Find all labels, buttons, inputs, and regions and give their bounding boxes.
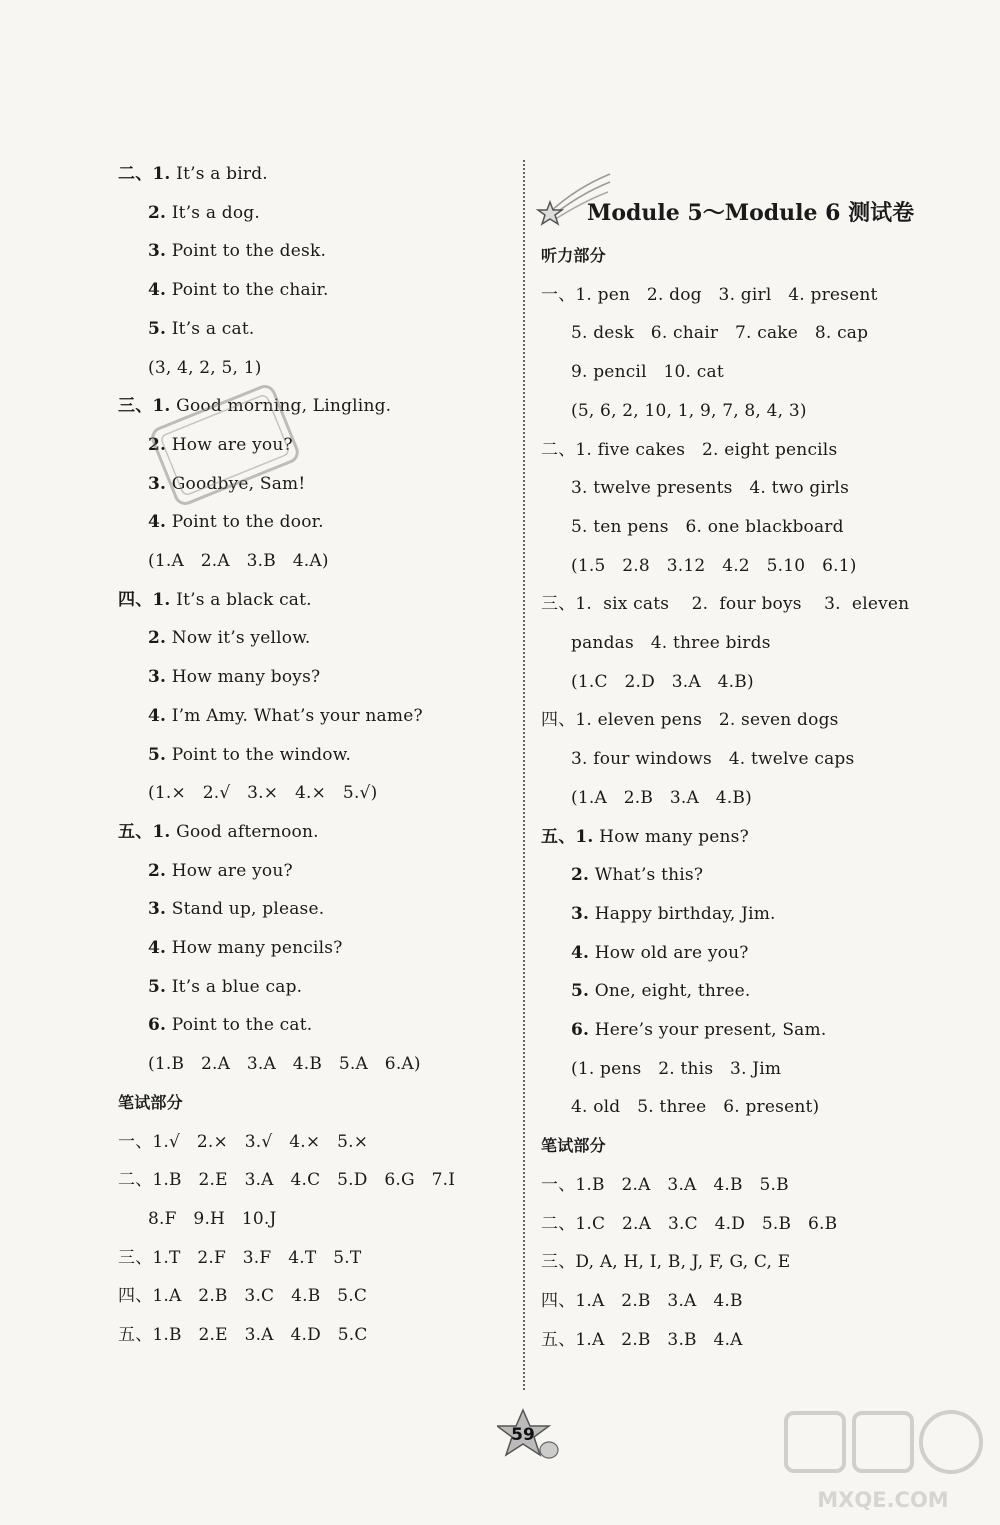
- answer-line: [541, 818, 749, 857]
- answer-key-line: [571, 469, 849, 508]
- answer-key-line: [541, 1166, 789, 1205]
- answer-line: [148, 310, 254, 349]
- answer-line: [148, 1006, 312, 1045]
- answer-text: How many boys?: [166, 667, 321, 688]
- answer-text: Point to the chair.: [166, 280, 329, 301]
- answer-number: 3.: [148, 241, 167, 262]
- answer-key-text: 三、D, A, H, I, B, J, F, G, C, E: [541, 1252, 791, 1273]
- answer-key-line: [541, 1321, 743, 1360]
- answer-text: Point to the desk.: [166, 241, 327, 262]
- answer-text: It’s a bird.: [170, 164, 268, 184]
- answer-line: [571, 934, 749, 973]
- answer-key-line: [118, 1161, 455, 1200]
- answer-key-text: 四、1.A 2.B 3.A 4.B: [541, 1290, 743, 1311]
- answer-key-line: [541, 276, 878, 315]
- answer-text: I’m Amy. What’s your name?: [166, 705, 423, 726]
- answer-key-line: [148, 542, 329, 581]
- answer-key-text: 9. pencil 10. cat: [571, 362, 724, 383]
- answer-text: Point to the door.: [166, 512, 324, 533]
- answer-key-line: [148, 1200, 277, 1239]
- answer-key-line: [571, 1088, 819, 1127]
- column-divider: [523, 160, 525, 1390]
- answer-key-text: 3. twelve presents 4. two girls: [571, 478, 849, 499]
- answer-text: How are you?: [166, 434, 293, 455]
- answer-key-text: 5. desk 6. chair 7. cake 8. cap: [571, 323, 869, 344]
- answer-key-text: (1.5 2.8 3.12 4.2 5.10 6.1): [571, 555, 857, 576]
- answer-text: How many pencils?: [166, 938, 343, 958]
- section-heading-text: 笔试部分: [118, 1092, 183, 1112]
- answer-line: [148, 852, 293, 891]
- answer-line: [571, 1011, 826, 1050]
- answer-key-line: [571, 740, 854, 779]
- answer-key-line: [541, 431, 837, 470]
- answer-key-line: [541, 1282, 743, 1321]
- answer-text: Happy birthday, Jim.: [589, 903, 776, 924]
- watermark-logo: [778, 1407, 988, 1517]
- answer-key-text: 四、1. eleven pens 2. seven dogs: [541, 710, 839, 731]
- answer-key-text: (3, 4, 2, 5, 1): [148, 357, 262, 378]
- answer-number: 五、1.: [541, 826, 594, 847]
- answer-number: 五、1.: [118, 821, 171, 842]
- answer-number: 5.: [571, 981, 590, 1002]
- answer-key-text: (1.C 2.D 3.A 4.B): [571, 671, 754, 692]
- answer-text: How old are you?: [589, 942, 749, 963]
- answer-text: Good morning, Lingling.: [170, 396, 392, 417]
- answer-number: 2.: [148, 202, 167, 223]
- answer-key-text: 一、1.B 2.A 3.A 4.B 5.B: [541, 1174, 789, 1195]
- answer-key-text: (1.A 2.B 3.A 4.B): [571, 787, 752, 808]
- answer-key-line: [571, 547, 857, 586]
- answer-key-line: [571, 508, 844, 547]
- answer-key-line: [571, 353, 724, 392]
- answer-key-line: [541, 1205, 837, 1244]
- answer-number: 3.: [571, 903, 590, 924]
- answer-key-line: [148, 774, 377, 813]
- answer-line: [148, 658, 320, 697]
- section-heading: [541, 237, 606, 276]
- answer-key-line: [571, 663, 754, 702]
- answer-key-line: [118, 1239, 361, 1278]
- answer-number: 2.: [571, 865, 590, 886]
- answer-text: It’s a black cat.: [170, 589, 312, 610]
- answer-number: 4.: [148, 938, 167, 958]
- answer-line: [118, 581, 312, 620]
- answer-number: 4.: [148, 705, 167, 726]
- answer-key-line: [148, 1045, 421, 1084]
- answer-line: [148, 736, 351, 775]
- answer-key-text: (1.× 2.√ 3.× 4.× 5.√): [148, 783, 378, 804]
- answer-text: Point to the cat.: [166, 1015, 313, 1036]
- answer-key-line: [541, 585, 909, 624]
- answer-text: Stand up, please.: [166, 899, 325, 920]
- section-heading: [541, 1127, 606, 1166]
- section-heading: [118, 1084, 183, 1123]
- answer-key-text: 二、1. five cakes 2. eight pencils: [541, 439, 838, 460]
- answer-key-text: 4. old 5. three 6. present): [571, 1097, 820, 1118]
- answer-text: Point to the window.: [166, 744, 352, 765]
- answer-line: [148, 697, 423, 736]
- answer-key-text: 五、1.A 2.B 3.B 4.A: [541, 1329, 743, 1350]
- answer-number: 5.: [148, 744, 167, 765]
- answer-key-text: 三、1.T 2.F 3.F 4.T 5.T: [118, 1247, 362, 1268]
- answer-key-text: 五、1.B 2.E 3.A 4.D 5.C: [118, 1325, 368, 1345]
- answer-key-text: 三、1. six cats 2. four boys 3. eleven: [541, 594, 910, 615]
- answer-text: One, eight, three.: [589, 981, 751, 1002]
- section-heading-text: 笔试部分: [541, 1136, 606, 1156]
- page-number-badge: [497, 1408, 561, 1464]
- answer-key-line: [571, 779, 752, 818]
- answer-key-line: [118, 1277, 367, 1316]
- answer-line: [148, 232, 326, 271]
- answer-text: Goodbye, Sam!: [166, 473, 306, 494]
- answer-key-text: 一、1. pen 2. dog 3. girl 4. present: [541, 284, 878, 305]
- answer-key-text: (5, 6, 2, 10, 1, 9, 7, 8, 4, 3): [571, 400, 807, 421]
- answer-key-line: [571, 624, 771, 663]
- answer-number: 三、1.: [118, 396, 171, 417]
- answer-number: 4.: [148, 512, 167, 533]
- answer-line: [148, 271, 329, 310]
- answer-line: [571, 856, 703, 895]
- answer-text: It’s a dog.: [166, 202, 260, 223]
- answer-text: Good afternoon.: [170, 821, 319, 842]
- watermark-site: MXQE.COM: [817, 1488, 949, 1512]
- answer-text: Here’s your present, Sam.: [589, 1020, 827, 1040]
- answer-key-line: [541, 1243, 790, 1282]
- answer-line: [571, 895, 776, 934]
- answer-key-text: 8.F 9.H 10.J: [148, 1208, 277, 1229]
- answer-text: It’s a cat.: [166, 318, 255, 339]
- answer-number: 4.: [148, 280, 167, 301]
- answer-text: What’s this?: [589, 865, 704, 886]
- answer-line: [148, 929, 343, 968]
- answer-line: [148, 194, 260, 233]
- answer-line: [148, 619, 311, 658]
- answer-key-text: pandas 4. three birds: [571, 633, 771, 653]
- page-title: Module 5～Module 6 测试卷: [587, 200, 915, 226]
- answer-key-text: (1.A 2.A 3.B 4.A): [148, 551, 329, 571]
- answer-key-text: 一、1.√ 2.× 3.√ 4.× 5.×: [118, 1131, 369, 1152]
- answer-key-line: [118, 1316, 368, 1355]
- section-heading-text: 听力部分: [541, 246, 606, 265]
- answer-key-text: 5. ten pens 6. one blackboard: [571, 516, 844, 537]
- answer-key-text: 3. four windows 4. twelve caps: [571, 749, 855, 770]
- answer-number: 3.: [148, 473, 167, 494]
- answer-number: 5.: [148, 318, 167, 339]
- answer-line: [118, 813, 319, 852]
- answer-line: [118, 155, 268, 194]
- answer-number: 6.: [571, 1020, 590, 1040]
- answer-line: [571, 972, 751, 1011]
- answer-text: How are you?: [166, 860, 293, 881]
- answer-number: 6.: [148, 1015, 167, 1036]
- answer-number: 四、1.: [118, 589, 171, 610]
- answer-key-line: [571, 314, 868, 353]
- answer-key-line: [118, 1123, 368, 1162]
- answer-key-text: 二、1.C 2.A 3.C 4.D 5.B 6.B: [541, 1213, 838, 1234]
- answer-number: 3.: [148, 667, 167, 688]
- faded-stamp: [140, 357, 310, 533]
- answer-number: 2.: [148, 628, 167, 649]
- answer-line: [148, 890, 324, 929]
- answer-key-line: [571, 1050, 781, 1089]
- answer-key-line: [541, 701, 839, 740]
- answer-number: 4.: [571, 942, 590, 963]
- answer-number: 3.: [148, 899, 167, 920]
- answer-key-text: 四、1.A 2.B 3.C 4.B 5.C: [118, 1286, 368, 1307]
- answer-number: 2.: [148, 860, 167, 881]
- answer-line: [148, 968, 302, 1007]
- answer-text: It’s a blue cap.: [166, 976, 303, 997]
- page-number: 59: [511, 1425, 535, 1445]
- answer-key-text: 二、1.B 2.E 3.A 4.C 5.D 6.G 7.I: [118, 1170, 456, 1191]
- answer-text: How many pens?: [593, 826, 749, 847]
- answer-number: 5.: [148, 976, 167, 997]
- answer-text: Now it’s yellow.: [166, 628, 311, 649]
- answer-number: 二、1.: [118, 164, 171, 184]
- answer-key-text: (1. pens 2. this 3. Jim: [571, 1058, 782, 1079]
- answer-key-line: [571, 392, 807, 431]
- answer-key-text: (1.B 2.A 3.A 4.B 5.A 6.A): [148, 1054, 421, 1075]
- answer-number: 2.: [148, 434, 167, 455]
